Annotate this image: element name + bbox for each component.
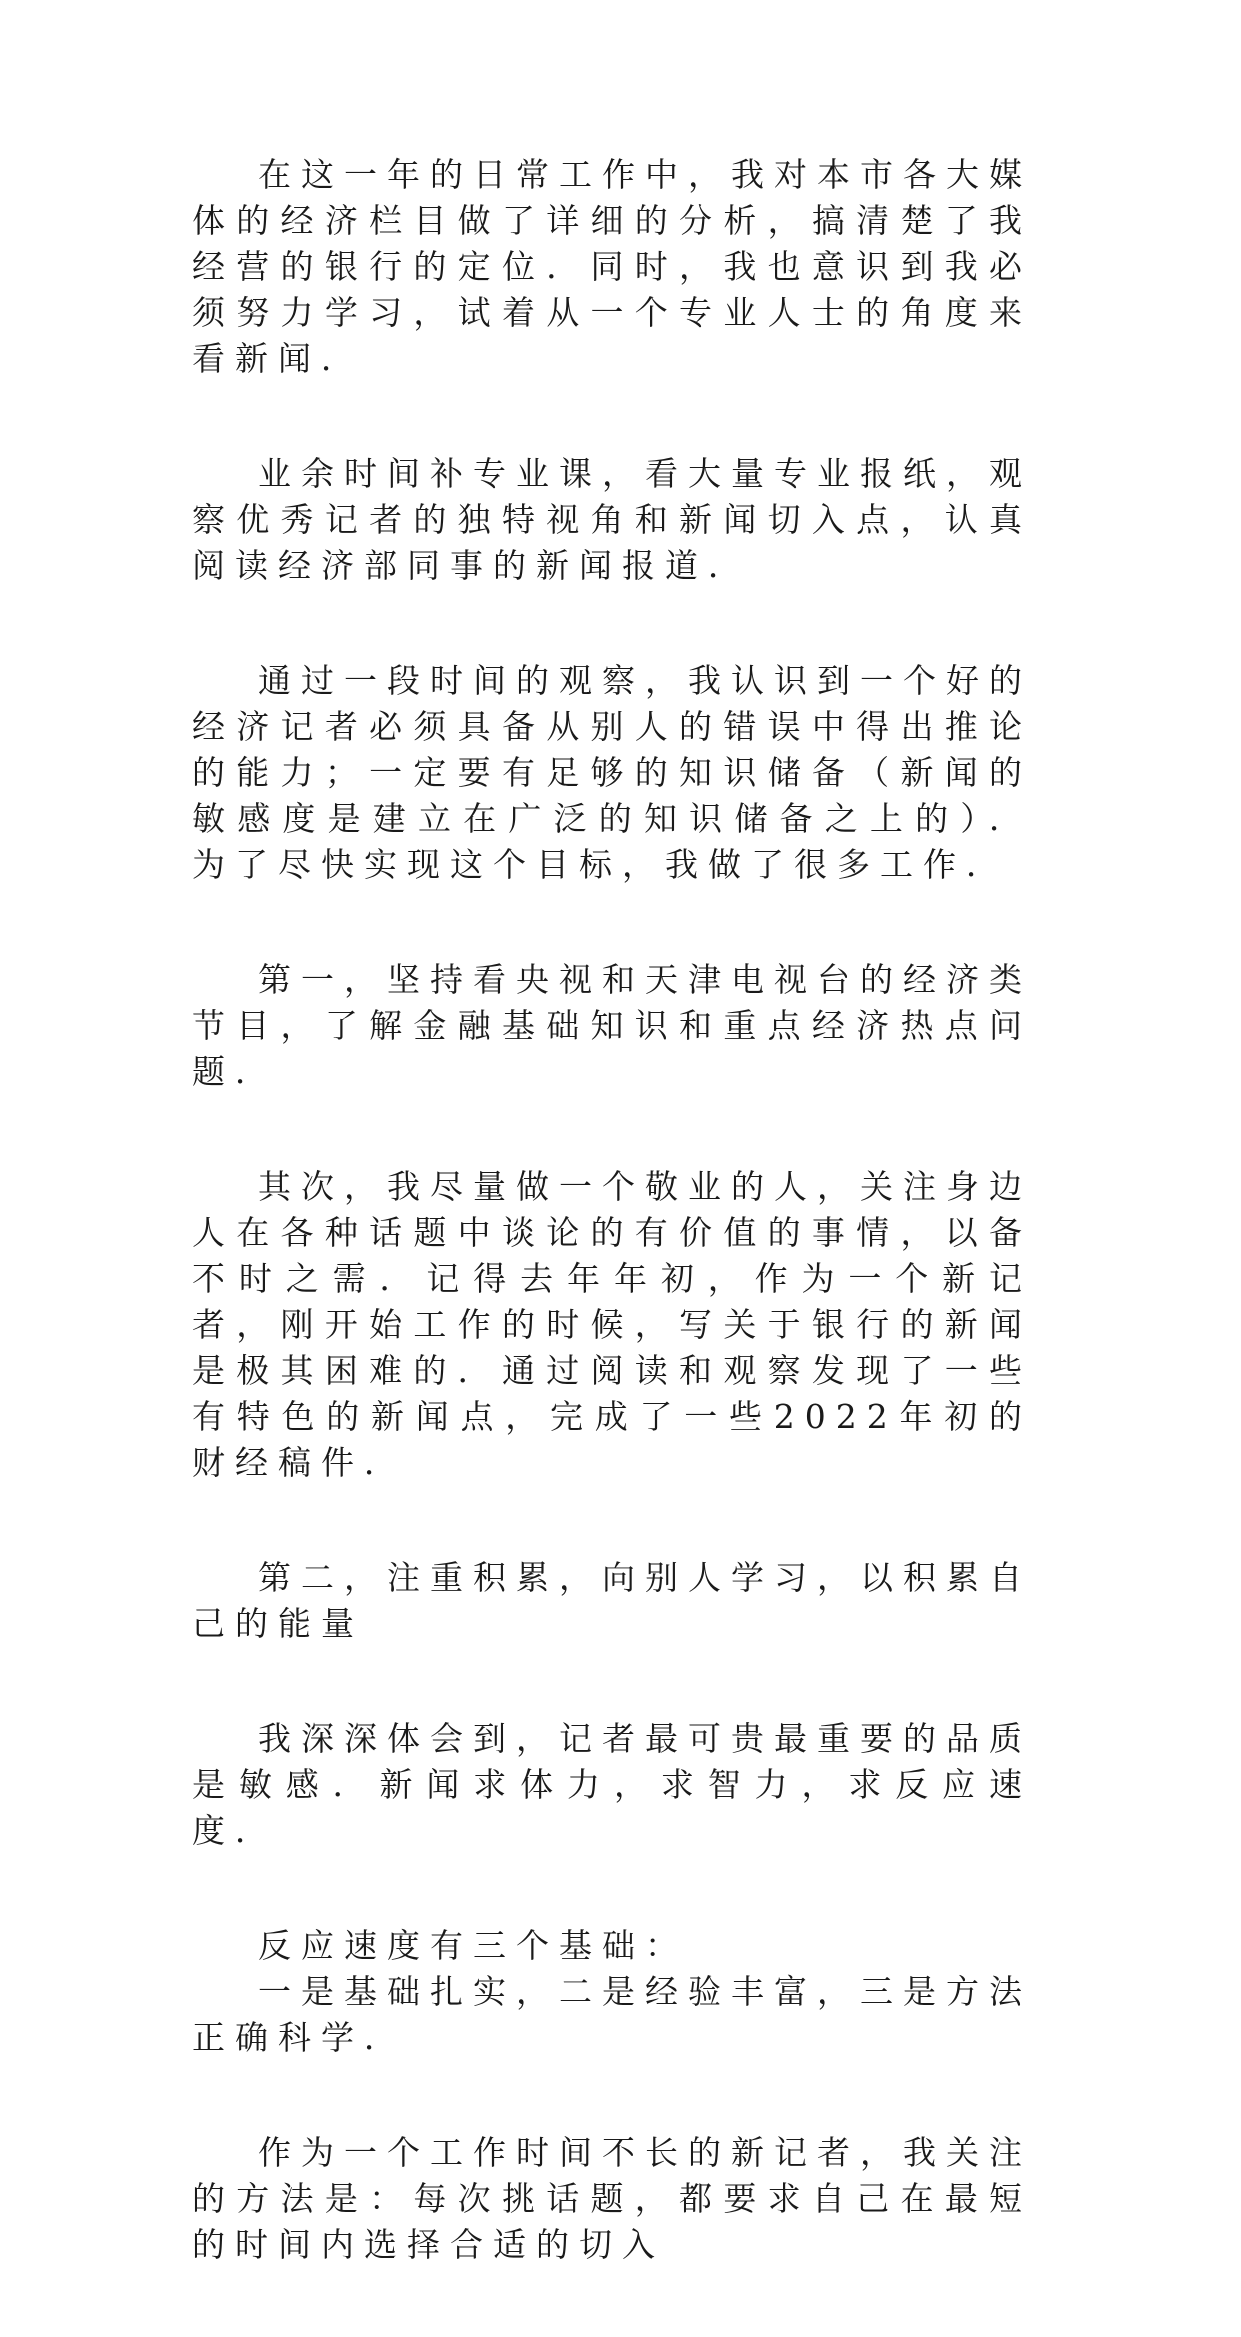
paragraph-3: 通过一段时间的观察，我认识到一个好的经济记者必须具备从别人的错误中得出推论的能力；一定要有足够的知识储备（新闻的敏感度是建立在广泛的知识储备之上的）．为了尽快实现这个目标，我做了很多工作． xyxy=(192,661,1032,884)
paragraph-9: 一是基础扎实，二是经验丰富，三是方法正确科学． xyxy=(192,1972,1032,2057)
document-body xyxy=(192,152,1032,2337)
paragraph-6: 第二，注重积累，向别人学习，以积累自己的能量 xyxy=(192,1558,1032,1643)
paragraph-10: 作为一个工作时间不长的新记者，我关注的方法是：每次挑话题，都要求自己在最短的时间内选择合适的切入 xyxy=(192,2133,1032,2264)
paragraph-4: 第一，坚持看央视和天津电视台的经济类节目，了解金融基础知识和重点经济热点问题． xyxy=(192,960,1032,1091)
paragraph-8: 反应速度有三个基础： xyxy=(258,1926,688,1965)
paragraph-5: 其次，我尽量做一个敬业的人，关注身边人在各种话题中谈论的有价值的事情，以备不时之需．记得去年年初，作为一个新记者，刚开始工作的时候，写关于银行的新闻是极其困难的．通过阅读和观察发现了一些有特色的新闻点，完成了一些2022年初的财经稿件． xyxy=(192,1167,1032,1482)
paragraph-7: 我深深体会到，记者最可贵最重要的品质是敏感．新闻求体力，求智力，求反应速度． xyxy=(192,1719,1032,1850)
paragraph-2: 业余时间补专业课，看大量专业报纸，观察优秀记者的独特视角和新闻切入点，认真阅读经济部同事的新闻报道． xyxy=(192,454,1032,585)
paragraph-1: 在这一年的日常工作中，我对本市各大媒体的经济栏目做了详细的分析，搞清楚了我经营的银行的定位．同时，我也意识到我必须努力学习，试着从一个专业人士的角度来看新闻． xyxy=(192,155,1032,378)
